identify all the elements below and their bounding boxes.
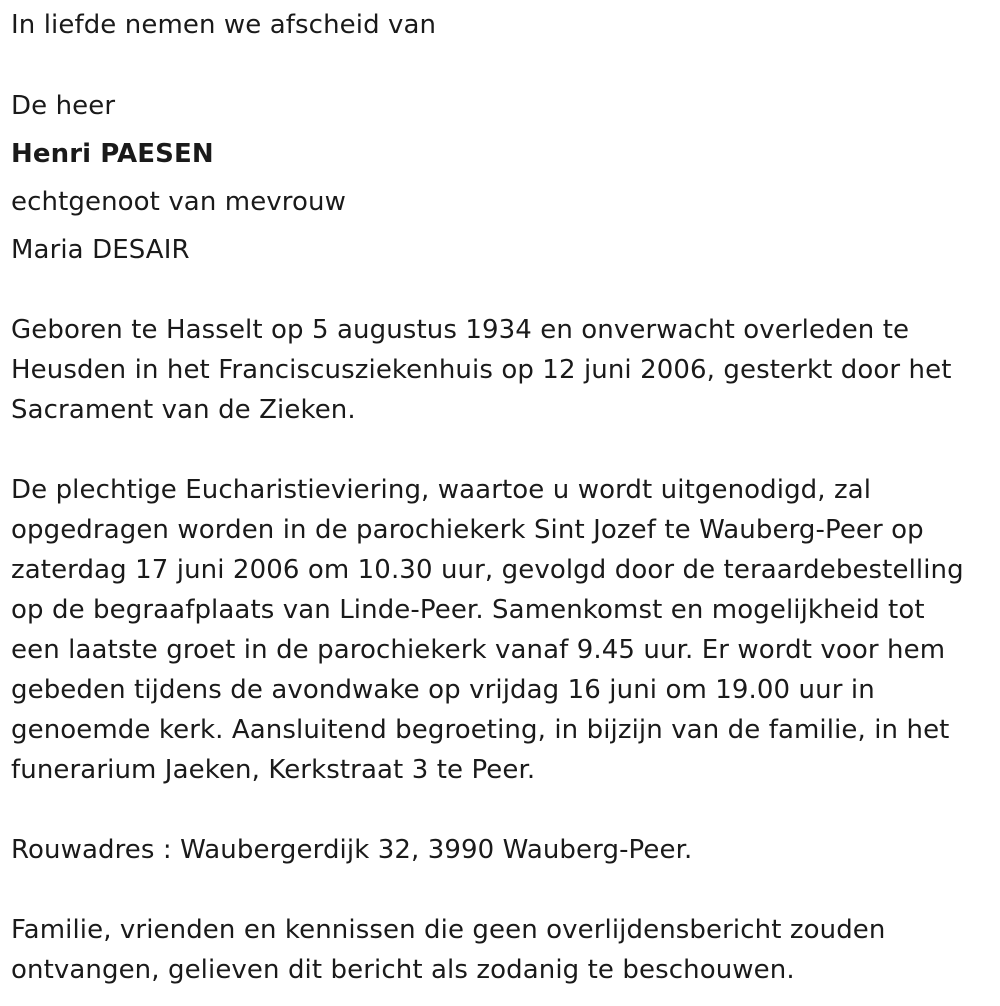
- closing-line: ontvangen, gelieven dit bericht als zodanig te beschouwen.: [11, 955, 795, 985]
- ceremony-line: De plechtige Eucharistieviering, waartoe u wordt uitgenodigd, zal: [11, 475, 872, 505]
- ceremony-line: genoemde kerk. Aansluitend begroeting, in bijzijn van de familie, in het: [11, 715, 950, 745]
- ceremony-line: opgedragen worden in de parochiekerk Sint Jozef te Wauberg-Peer op: [11, 515, 924, 545]
- ceremony-line: een laatste groet in de parochiekerk vanaf 9.45 uur. Er wordt voor hem: [11, 635, 946, 665]
- ceremony-line: op de begraafplaats van Linde-Peer. Samenkomst en mogelijkheid tot: [11, 595, 925, 625]
- closing-line: Familie, vrienden en kennissen die geen overlijdensbericht zouden: [11, 915, 886, 945]
- ceremony-line: zaterdag 17 juni 2006 om 10.30 uur, gevolgd door de teraardebestelling: [11, 555, 964, 585]
- ceremony-line: funerarium Jaeken, Kerkstraat 3 te Peer.: [11, 755, 536, 785]
- intro-text: In liefde nemen we afscheid van: [11, 10, 437, 40]
- birth-death-line: Geboren te Hasselt op 5 augustus 1934 en onverwacht overleden te: [11, 315, 910, 345]
- birth-death-line: Sacrament van de Zieken.: [11, 395, 356, 425]
- deceased-name: Henri PAESEN: [11, 139, 214, 169]
- ceremony-line: gebeden tijdens de avondwake op vrijdag 16 juni om 19.00 uur in: [11, 675, 875, 705]
- title-text: De heer: [11, 91, 116, 121]
- mourning-address: Rouwadres : Waubergerdijk 32, 3990 Wauberg-Peer.: [11, 835, 693, 865]
- birth-death-line: Heusden in het Franciscusziekenhuis op 12 juni 2006, gesterkt door het: [11, 355, 952, 385]
- spouse-label: echtgenoot van mevrouw: [11, 187, 346, 217]
- spouse-name: Maria DESAIR: [11, 235, 190, 265]
